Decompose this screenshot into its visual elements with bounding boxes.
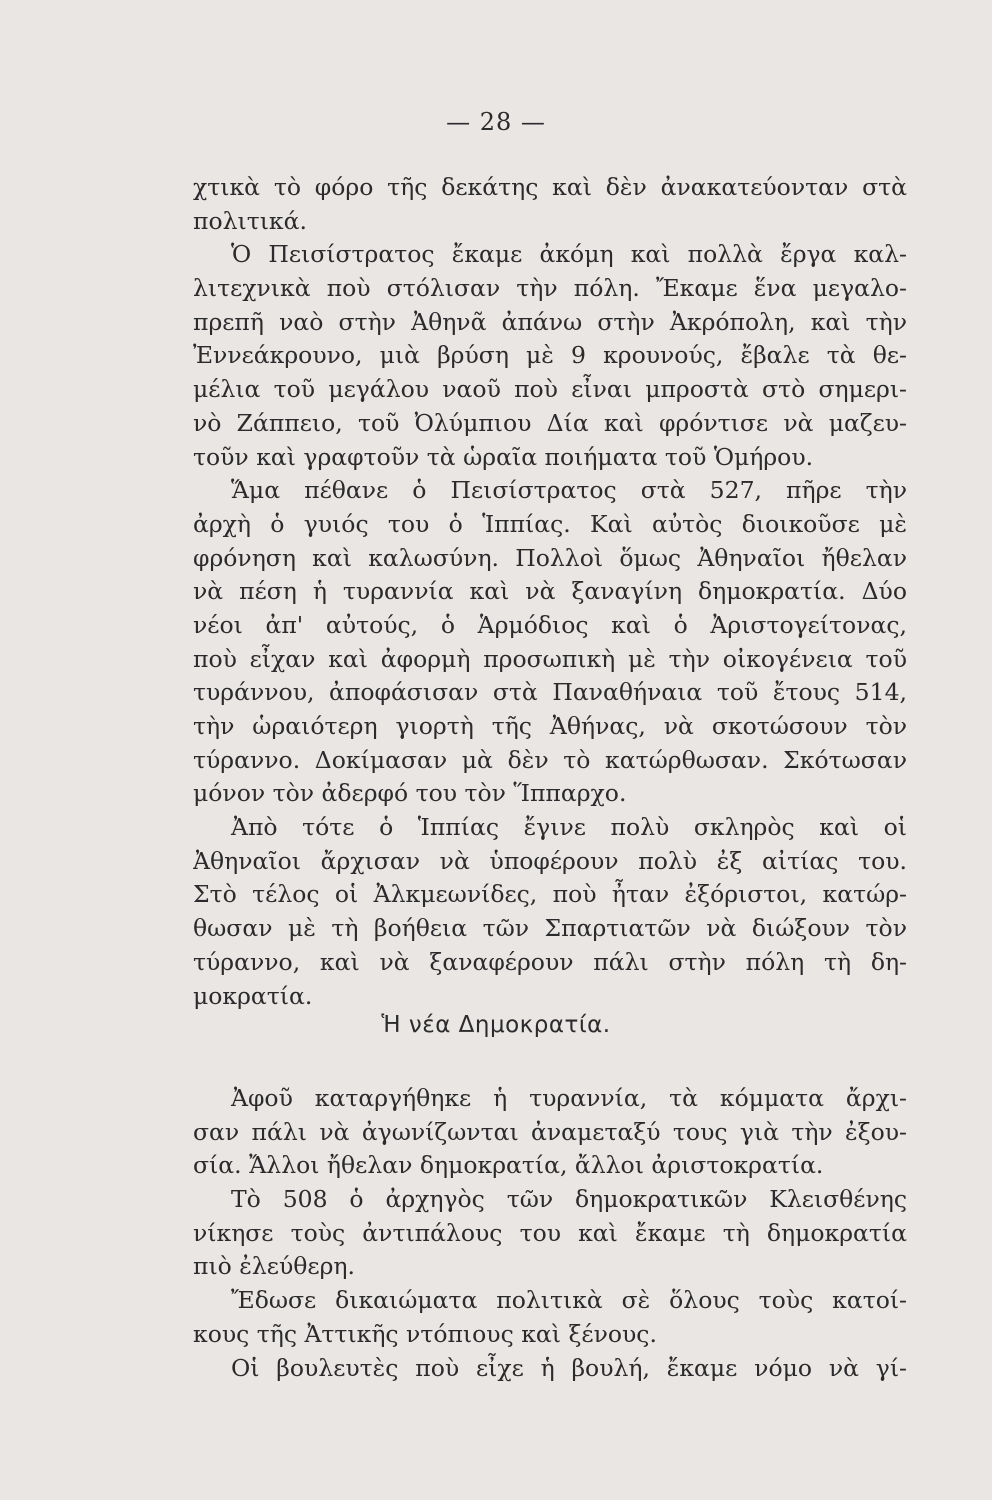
- text-line: λιτεχνικὰ ποὺ στόλισαν τὴν πόλη. Ἔκαμε ἕνα μεγαλο-: [193, 274, 907, 303]
- text-line: Ἐννεάκρουνο, μιὰ βρύση μὲ 9 κρουνούς, ἔβαλε τὰ θε-: [193, 341, 907, 370]
- text-line: μοκρατία.: [193, 981, 313, 1010]
- text-line: νὸ Ζάππειο, τοῦ Ὀλύμπιου Δία καὶ φρόντισε νὰ μαζευ-: [193, 408, 907, 437]
- text-line: Οἱ βουλευτὲς ποὺ εἶχε ἡ βουλή, ἔκαμε νόμο νὰ γί-: [231, 1353, 907, 1382]
- text-line: τύραννο, καὶ νὰ ξαναφέρουν πάλι στὴν πόλη τὴ δη-: [193, 947, 907, 976]
- section-heading: Ἡ νέα Δημοκρατία.: [381, 1012, 611, 1038]
- text-line: Τὸ 508 ὁ ἀρχηγὸς τῶν δημοκρατικῶν Κλεισθένης: [231, 1185, 907, 1214]
- text-line: ποὺ εἶχαν καὶ ἀφορμὴ προσωπικὴ μὲ τὴν οἰκογένεια τοῦ: [193, 644, 907, 673]
- text-line: θωσαν μὲ τὴ βοήθεια τῶν Σπαρτιατῶν νὰ διώξουν τὸν: [193, 914, 907, 943]
- text-line: Ἀθηναῖοι ἄρχισαν νὰ ὑποφέρουν πολὺ ἐξ αἰτίας του.: [193, 846, 907, 875]
- text-line: νίκησε τοὺς ἀντιπάλους του καὶ ἔκαμε τὴ δημοκρατία: [193, 1218, 907, 1247]
- text-line: σία. Ἄλλοι ἤθελαν δημοκρατία, ἄλλοι ἀριστοκρατία.: [193, 1151, 824, 1180]
- text-line: Ἅμα πέθανε ὁ Πεισίστρατος στὰ 527, πῆρε τὴν: [231, 476, 907, 505]
- text-line: μέλια τοῦ μεγάλου ναοῦ ποὺ εἶναι μπροστὰ στὸ σημερι-: [193, 375, 907, 404]
- text-line: κους τῆς Ἀττικῆς ντόπιους καὶ ξένους.: [193, 1319, 657, 1348]
- text-line: Ἀπὸ τότε ὁ Ἱππίας ἔγινε πολὺ σκληρὸς καὶ οἱ: [231, 813, 907, 842]
- text-line: ἀρχὴ ὁ γυιός του ὁ Ἱππίας. Καὶ αὐτὸς διοικοῦσε μὲ: [193, 509, 907, 538]
- body-text-bottom: [193, 1082, 907, 1385]
- text-line: πολιτικά.: [193, 206, 307, 235]
- page-number: — 28 —: [446, 108, 546, 136]
- body-text-top: [193, 171, 907, 1013]
- text-line: τὴν ὡραιότερη γιορτὴ τῆς Ἀθήνας, νὰ σκοτώσουν τὸν: [193, 712, 907, 740]
- text-line: Ἀφοῦ καταργήθηκε ἡ τυραννία, τὰ κόμματα ἄρχι-: [231, 1084, 907, 1112]
- text-line: Ὁ Πεισίστρατος ἔκαμε ἀκόμη καὶ πολλὰ ἔργα καλ-: [231, 240, 907, 269]
- text-line: φρόνηση καὶ καλωσύνη. Πολλοὶ ὅμως Ἀθηναῖοι ἤθελαν: [193, 543, 907, 572]
- text-line: τύραννο. Δοκίμασαν μὰ δὲν τὸ κατώρθωσαν. Σκότωσαν: [193, 745, 907, 774]
- text-line: σαν πάλι νὰ ἀγωνίζωνται ἀναμεταξύ τους γιὰ τὴν ἐξου-: [193, 1117, 907, 1146]
- text-line: τυράννου, ἀποφάσισαν στὰ Παναθήναια τοῦ ἔτους 514,: [193, 678, 907, 707]
- text-line: νὰ πέση ἡ τυραννία καὶ νὰ ξαναγίνη δημοκρατία. Δύο: [193, 577, 907, 606]
- text-line: πιὸ ἐλεύθερη.: [193, 1252, 355, 1281]
- text-line: Στὸ τέλος οἱ Ἀλκμεωνίδες, ποὺ ἦταν ἐξόριστοι, κατώρ-: [193, 880, 907, 909]
- text-line: μόνον τὸν ἀδερφό του τὸν Ἵππαρχο.: [193, 779, 627, 808]
- text-line: νέοι ἀπ' αὐτούς, ὁ Ἁρμόδιος καὶ ὁ Ἀριστογείτονας,: [193, 610, 907, 639]
- text-line: πρεπῆ ναὸ στὴν Ἀθηνᾶ ἀπάνω στὴν Ἀκρόπολη, καὶ τὴν: [193, 307, 907, 336]
- text-line: τοῦν καὶ γραφτοῦν τὰ ὡραῖα ποιήματα τοῦ Ὁμήρου.: [193, 442, 814, 471]
- text-line: χτικὰ τὸ φόρο τῆς δεκάτης καὶ δὲν ἀνακατεύονταν στὰ: [193, 173, 907, 201]
- text-line: Ἔδωσε δικαιώματα πολιτικὰ σὲ ὅλους τοὺς κατοί-: [231, 1286, 907, 1315]
